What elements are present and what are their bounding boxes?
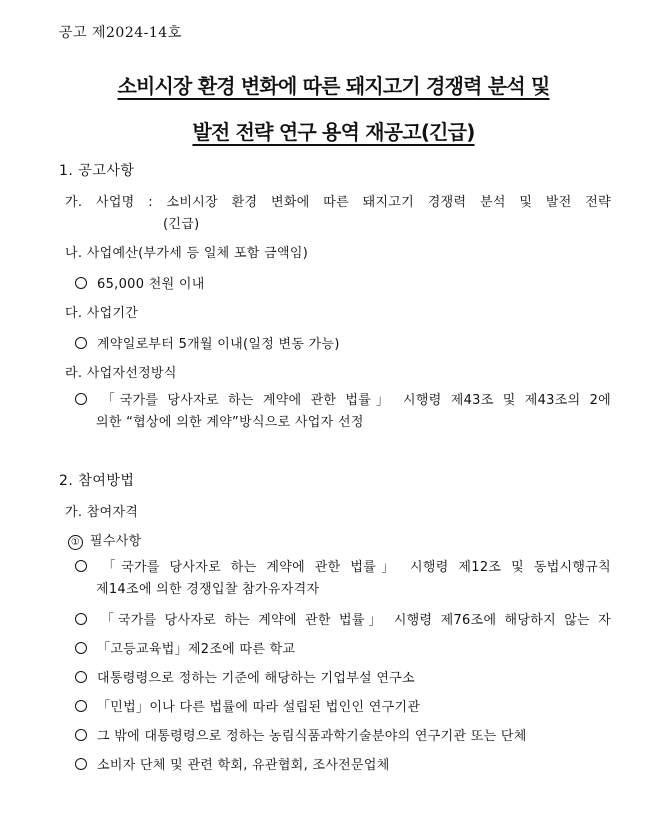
list-item: 「민법」이나 다른 법률에 따라 설립된 법인인 연구기관 xyxy=(75,696,420,715)
list-item: 「국가를 당사자로 하는 계약에 관한 법률」 시행령 제12조 및 동법시행규칙 xyxy=(75,556,611,575)
bullet-circle-icon xyxy=(75,277,87,289)
bullet-circle-icon xyxy=(75,729,87,741)
list-item: 「국가를 당사자로 하는 계약에 관한 법률」 시행령 제76조에 해당하지 않는 자 xyxy=(75,609,611,628)
bullet-circle-icon xyxy=(75,671,87,683)
list-item: 「고등교육법」제2조에 따른 학교 xyxy=(75,638,295,657)
required-label: ① 필수사항 xyxy=(68,530,141,550)
period-item: 계약일로부터 5개월 이내(일정 변동 가능) xyxy=(75,333,340,352)
selection-label: 라. 사업자선정방식 xyxy=(65,366,177,381)
bullet-circle-icon xyxy=(75,642,87,654)
bullet-circle-icon xyxy=(75,560,87,572)
title-line-2: 발전 전략 연구 용역 재공고(긴급) xyxy=(192,120,475,144)
list-item: 대통령령으로 정하는 기준에 해당하는 기업부설 연구소 xyxy=(75,667,415,686)
selection-item-cont: 의한 “협상에 의한 계약”방식으로 사업자 선정 xyxy=(96,415,364,430)
list-item-cont: 제14조에 의한 경쟁입찰 참가유자격자 xyxy=(96,582,320,597)
project-name: 가. 사업명 : 소비시장 환경 변화에 따른 돼지고기 경쟁력 분석 및 발전 전략 xyxy=(65,195,611,210)
eligibility-label: 가. 참여자격 xyxy=(65,505,139,520)
bullet-circle-icon xyxy=(75,393,87,405)
list-item: 소비자 단체 및 관련 학회, 유관협회, 조사전문업체 xyxy=(75,754,390,773)
section-1-heading: 1. 공고사항 xyxy=(59,163,135,179)
bullet-circle-icon xyxy=(75,758,87,770)
budget-label: 나. 사업예산(부가세 등 일체 포함 금액임) xyxy=(65,246,309,261)
bullet-circle-icon xyxy=(75,337,87,349)
period-label: 다. 사업기간 xyxy=(65,306,139,321)
budget-item: 65,000 천원 이내 xyxy=(75,273,205,292)
list-item: 그 밖에 대통령령으로 정하는 농림식품과학기술분야의 연구기관 또는 단체 xyxy=(75,725,527,744)
circled-number-icon: ① xyxy=(68,535,83,550)
section-2-heading: 2. 참여방법 xyxy=(59,473,135,489)
bullet-circle-icon xyxy=(75,700,87,712)
notice-number: 공고 제2024-14호 xyxy=(59,25,182,41)
bullet-circle-icon xyxy=(75,613,87,625)
selection-item: 「국가를 당사자로 하는 계약에 관한 법률」 시행령 제43조 및 제43조의 2에 xyxy=(75,389,611,408)
project-name-cont: (긴급) xyxy=(163,217,200,232)
title-line-1: 소비시장 환경 변화에 따른 돼지고기 경쟁력 분석 및 xyxy=(117,74,550,98)
